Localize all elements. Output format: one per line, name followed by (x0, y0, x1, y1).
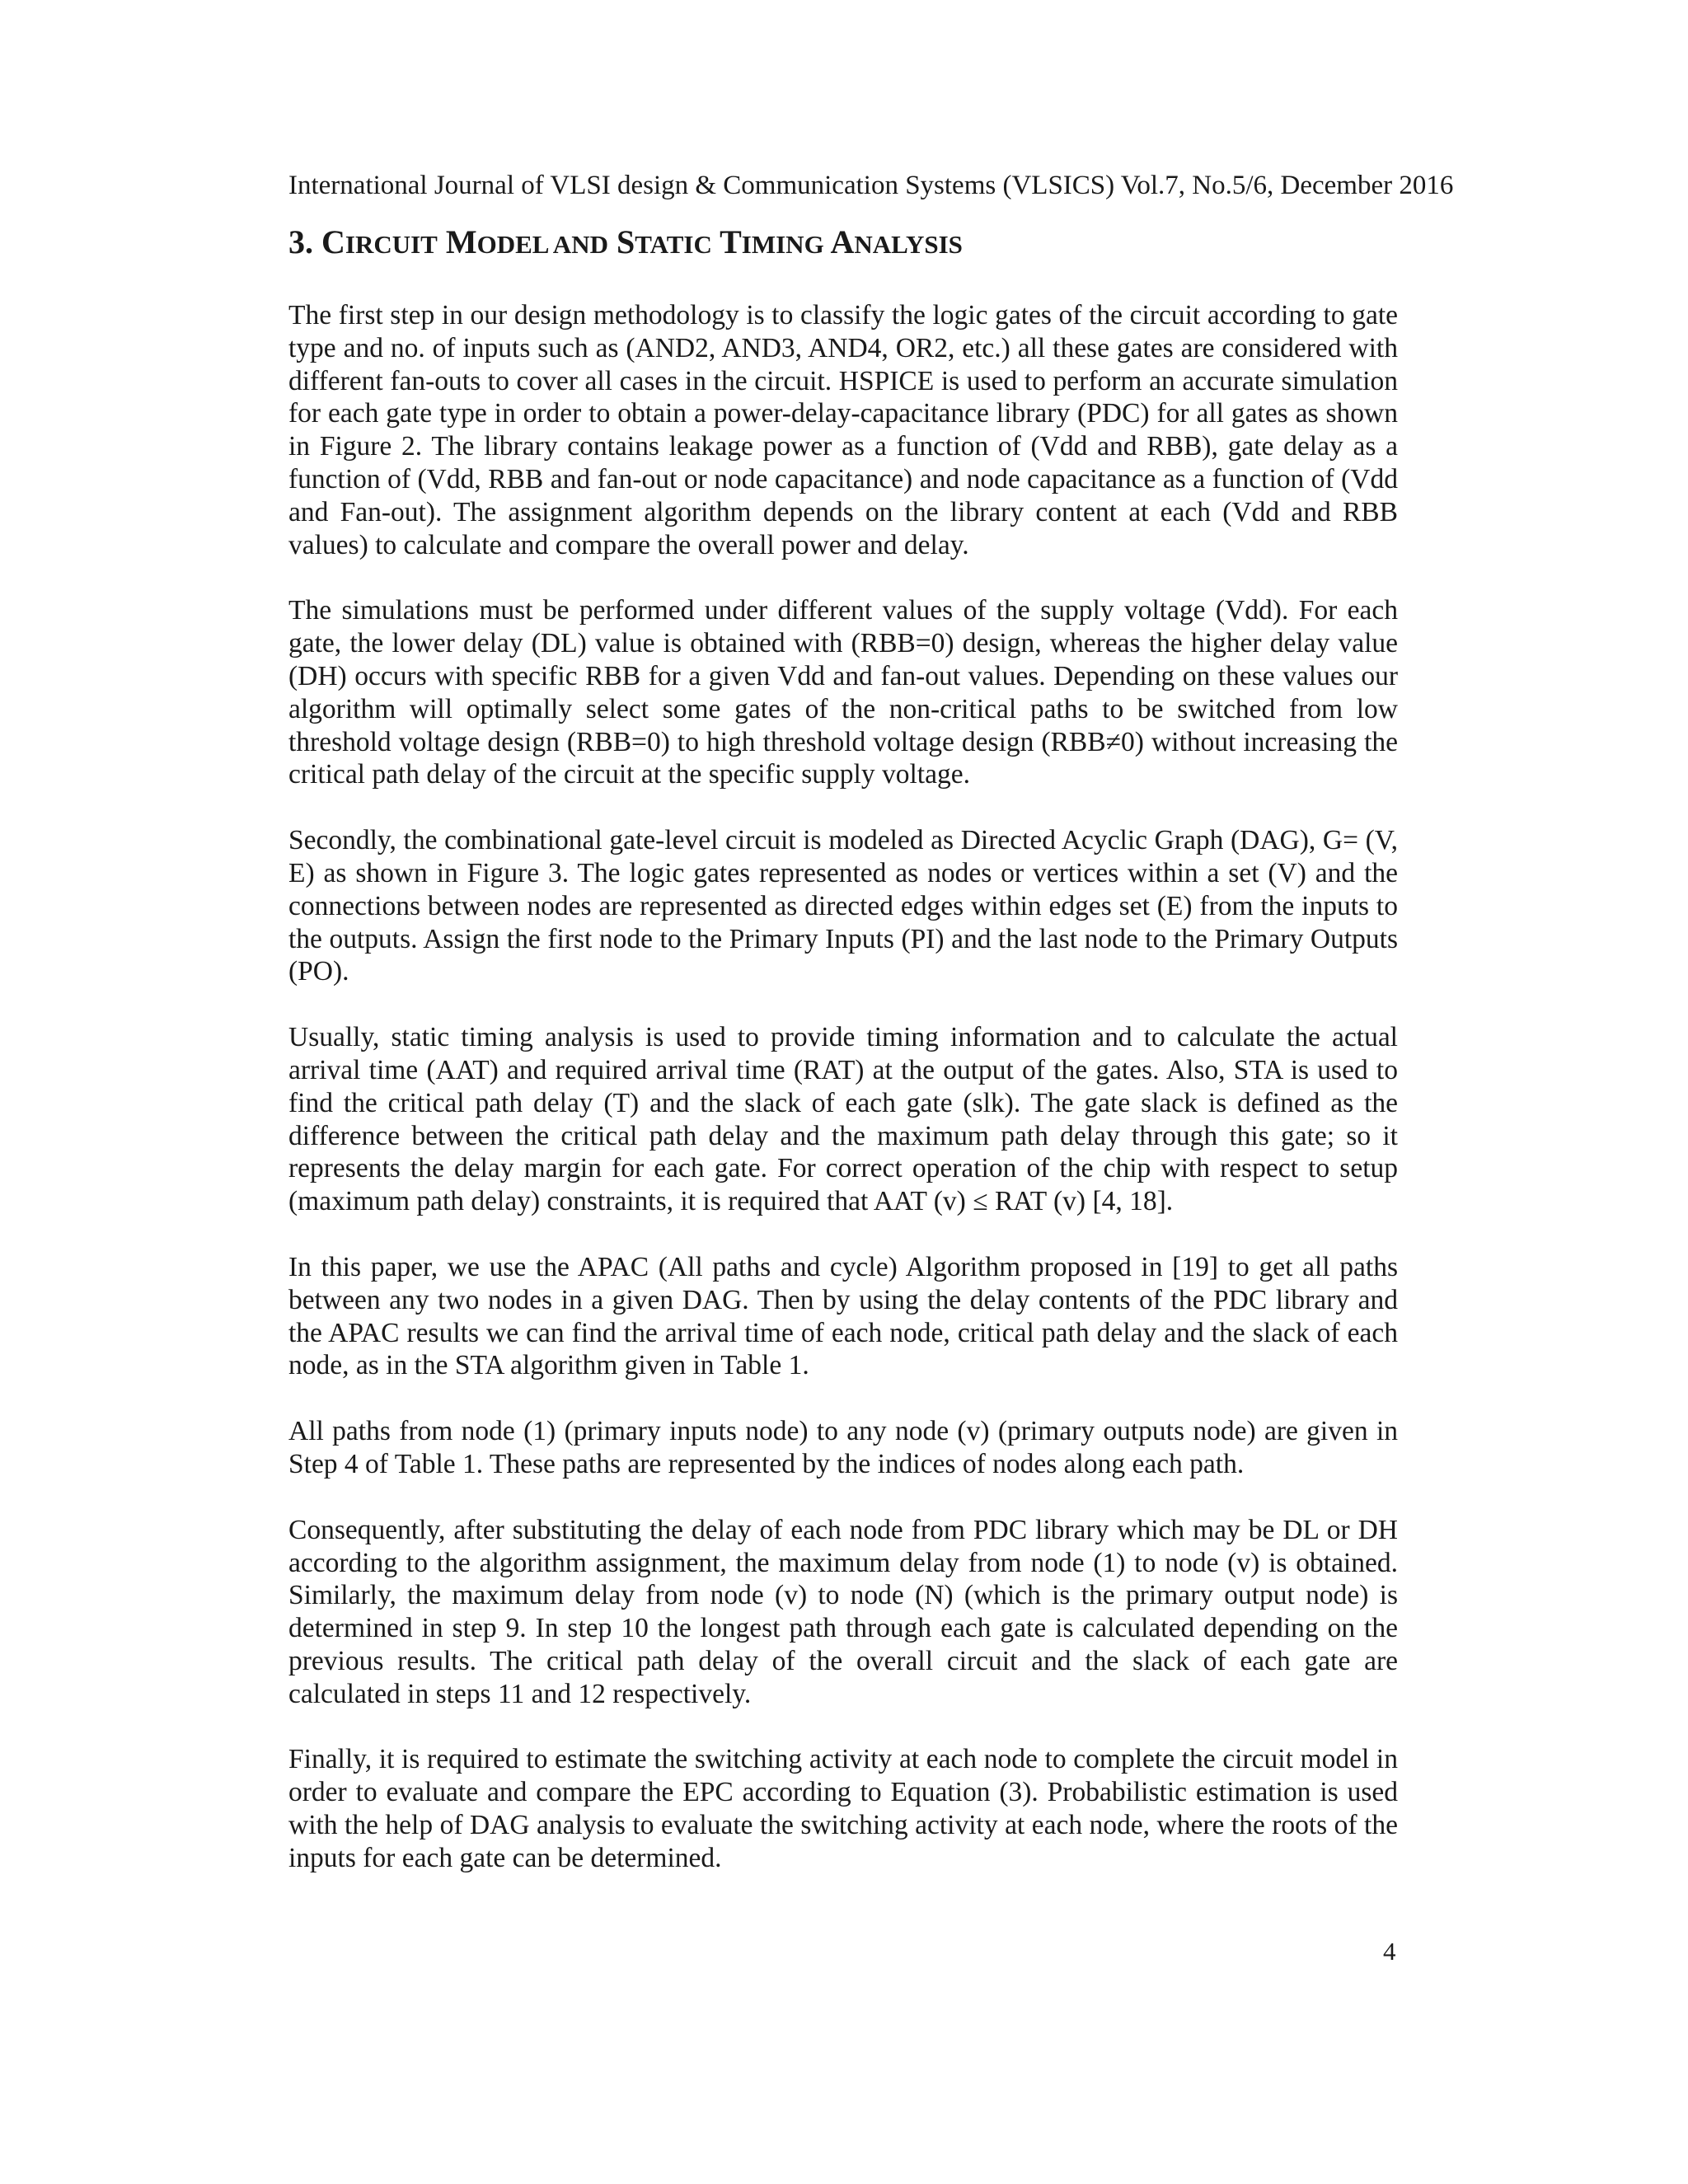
paragraph-simulations: The simulations must be performed under different values of the supply voltage (Vdd). For each gate, the lower delay (DL) value is obtained with (RBB=0) design, whereas the higher delay value (DH) occurs with specific RBB for a given Vdd and fan-out values. Depending on these values our algorithm will optimally select some gates of the non-critical paths to be switched from low threshold voltage design (RBB=0) to high threshold voltage design (RBB≠0) without increasing the critical path delay of the circuit at the specific supply voltage. (288, 595, 1398, 790)
paragraph-max-delay: Consequently, after substituting the delay of each node from PDC library which may be DL or DH according to the algorithm assignment, the maximum delay from node (1) to node (v) is obtained. Similarly, the maximum delay from node (v) to node (N) (which is the primary output node) is determined in step 9. In step 10 the longest path through each gate is calculated depending on the previous results. The critical path delay of the overall circuit and the slack of each gate are calculated in steps 11 and 12 respectively. (288, 1514, 1398, 1709)
paragraph-switching-activity: Finally, it is required to estimate the switching activity at each node to complete the circuit model in order to evaluate and compare the EPC according to Equation (3). Probabilistic estimation is used with the help of DAG analysis to evaluate the switching activity at each node, where the roots of the inputs for each gate can be determined. (288, 1744, 1398, 1873)
paragraph-dag-model: Secondly, the combinational gate-level circuit is modeled as Directed Acyclic Graph (DAG), G= (V, E) as shown in Figure 3. The logic gates represented as nodes or vertices within a set (V) and the connections between nodes are represented as directed edges within edges set (E) from the inputs to the outputs. Assign the first node to the Primary Inputs (PI) and the last node to the Primary Outputs (PO). (288, 825, 1398, 987)
paragraph-design-methodology: The first step in our design methodology is to classify the logic gates of the circuit according to gate type and no. of inputs such as (AND2, AND3, AND4, OR2, etc.) all these gates are considered with different fan-outs to cover all cases in the circuit. HSPICE is used to perform an accurate simulation for each gate type in order to obtain a power-delay-capacitance library (PDC) for all gates as shown in Figure 2. The library contains leakage power as a function of (Vdd and RBB), gate delay as a function of (Vdd, RBB and fan-out or node capacitance) and node capacitance as a function of (Vdd and Fan-out). The assignment algorithm depends on the library content at each (Vdd and RBB values) to calculate and compare the overall power and delay. (288, 300, 1398, 560)
title-word: TIMING (720, 223, 824, 260)
title-word: ANALYSIS (830, 223, 963, 260)
title-word: CIRCUIT (321, 223, 438, 260)
paragraph-static-timing: Usually, static timing analysis is used to provide timing information and to calculate the actual arrival time (AAT) and required arrival time (RAT) at the output of the gates. Also, STA is used to find the critical path delay (T) and the slack of each gate (slk). The gate slack is defined as the difference between the critical path delay and the maximum path delay through this gate; so it represents the delay margin for each gate. For correct operation of the chip with respect to setup (maximum path delay) constraints, it is required that AAT (v) ≤ RAT (v) [4, 18]. (288, 1022, 1398, 1217)
journal-running-header: International Journal of VLSI design & Communication Systems (VLSICS) Vol.7, No.5/6, December 2016 (288, 171, 1454, 200)
title-word: MODEL AND (445, 223, 608, 260)
section-heading (288, 223, 1398, 265)
paragraph-apac: In this paper, we use the APAC (All paths and cycle) Algorithm proposed in [19] to get all paths between any two nodes in a given DAG. Then by using the delay contents of the PDC library and the APAC results we can find the arrival time of each node, critical path delay and the slack of each node, as in the STA algorithm given in Table 1. (288, 1251, 1398, 1381)
title-word: STATIC (616, 223, 712, 260)
page-body (288, 169, 1454, 1908)
page-number: 4 (1383, 1937, 1396, 1966)
paragraph-all-paths: All paths from node (1) (primary inputs node) to any node (v) (primary outputs node) are given in Step 4 of Table 1. These paths are represented by the indices of nodes along each path. (288, 1416, 1398, 1479)
section-number: 3. (288, 223, 313, 260)
